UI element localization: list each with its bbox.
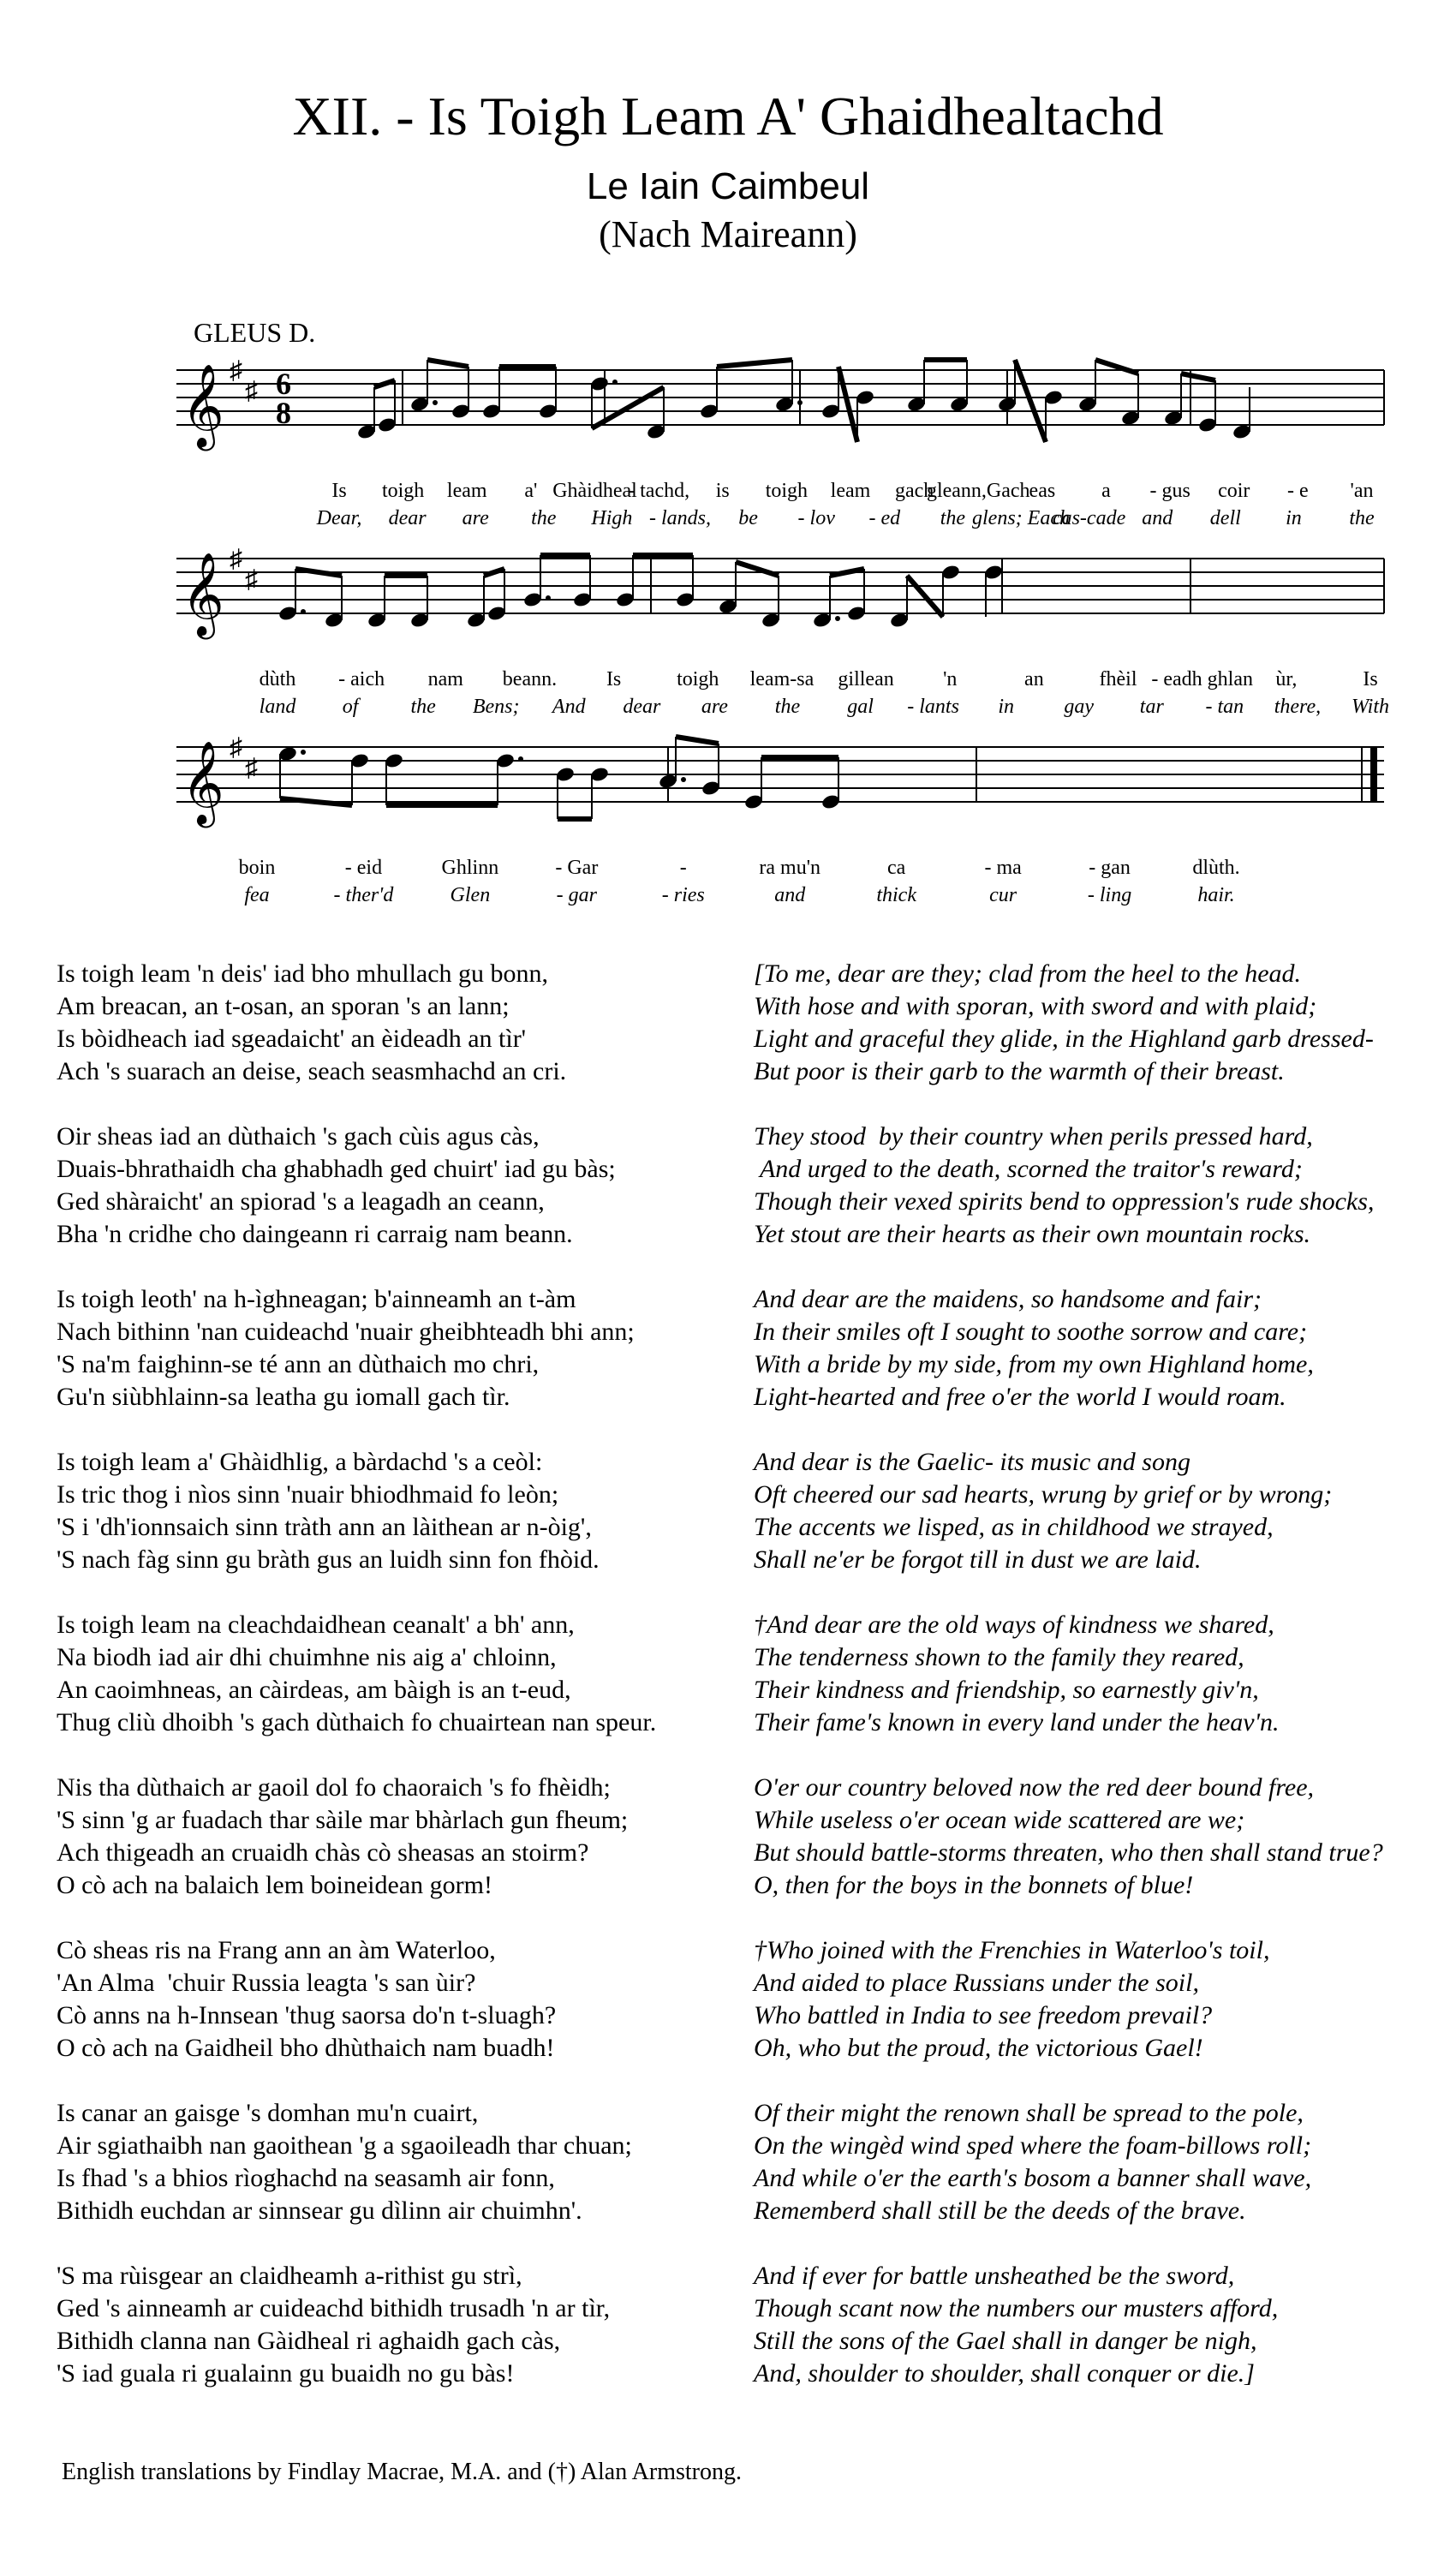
note-dot xyxy=(433,400,438,405)
english-score-lyric: the xyxy=(410,696,436,718)
note-dot xyxy=(301,609,306,614)
gaelic-score-lyric: ca xyxy=(887,857,906,879)
gaelic-score-lyric: an xyxy=(1024,668,1044,690)
verse-line: And dear are the maidens, so handsome and fair; xyxy=(754,1285,1262,1313)
english-score-lyric: - lands, xyxy=(649,507,711,529)
gaelic-score-lyric: - aich xyxy=(338,668,385,690)
gaelic-score-lyric: Is xyxy=(1363,668,1378,690)
verse-line: [To me, dear are they; clad from the heel to the head. xyxy=(754,959,1302,988)
english-score-lyric: are xyxy=(462,507,489,529)
gaelic-score-lyric: gleann,Gach xyxy=(926,480,1030,502)
english-score-lyric: And xyxy=(552,696,586,718)
verse-line: O, then for the boys in the bonnets of blue! xyxy=(754,1871,1194,1899)
final-barline xyxy=(1370,747,1377,802)
english-score-lyric: gal xyxy=(847,696,874,718)
gaelic-score-lyric: Ghlinn xyxy=(441,857,499,879)
verse-line: Ged shàraicht' an spiorad 's a leagadh an ceann, xyxy=(57,1187,545,1216)
gaelic-score-lyric: leam xyxy=(830,480,871,502)
note-beam xyxy=(295,569,342,576)
gaelic-score-lyric: eas xyxy=(1029,480,1056,502)
verse-line: Oh, who but the proud, the victorious Gael! xyxy=(754,2034,1203,2062)
english-stanza xyxy=(754,1121,1374,1251)
gaelic-score-lyric: - gan xyxy=(1089,857,1131,879)
verse-line: Nach bithinn 'nan cuideachd 'nuair gheibhteadh bhi ann; xyxy=(57,1318,635,1346)
time-signature-top: 6 xyxy=(276,367,291,401)
note-dot xyxy=(612,380,618,385)
verse-line: Na biodh iad air dhi chuimhne nis aig a' chloinn, xyxy=(57,1643,557,1671)
gaelic-score-lyric: ra mu'n xyxy=(759,857,821,879)
treble-clef-icon: 𝄞 xyxy=(182,552,224,636)
english-score-lyric: in xyxy=(998,696,1015,718)
gaelic-score-lyric: boin xyxy=(238,857,276,879)
verse-line: Their fame's known in every land under the heav'n. xyxy=(754,1708,1280,1736)
sharp-icon: ♯ xyxy=(245,377,258,405)
english-score-lyric: - ed xyxy=(868,507,901,529)
gaelic-score-lyric: - eadh ghlan xyxy=(1151,668,1254,690)
gaelic-stanza xyxy=(57,1121,616,1251)
gaelic-score-lyric: leam xyxy=(446,480,487,502)
verse-line: Am breacan, an t-osan, an sporan 's an lann; xyxy=(57,992,510,1020)
english-score-lyric: dell xyxy=(1209,507,1241,529)
verse-line: Is toigh leoth' na h-ìghneagan; b'ainneamh an t-àm xyxy=(57,1285,576,1313)
gaelic-stanza xyxy=(57,958,566,1088)
note-dot xyxy=(835,616,840,621)
gaelic-score-lyric: beann. xyxy=(502,668,558,690)
gaelic-stanza xyxy=(57,2097,632,2227)
sharp-icon: ♯ xyxy=(230,356,242,385)
english-score-lyric: dear xyxy=(388,507,427,529)
verse-line: O cò ach na Gaidheil bho dhùthaich nam buadh! xyxy=(57,2034,555,2062)
english-score-lyric: fea xyxy=(244,884,270,906)
verse-line: 'S nach fàg sinn gu bràth gus an luidh sinn fon fhòid. xyxy=(57,1545,600,1574)
english-score-lyric: the xyxy=(940,507,966,529)
note-dot xyxy=(301,750,306,755)
gaelic-score-lyric: leam-sa xyxy=(749,668,815,690)
gaelic-score-lyric: coir xyxy=(1218,480,1250,502)
sharp-icon: ♯ xyxy=(245,754,258,782)
verse-line: Cò sheas ris na Frang ann an àm Waterloo, xyxy=(57,1936,496,1964)
verse-line: Yet stout are their hearts as their own mountain rocks. xyxy=(754,1220,1311,1248)
english-score-lyric: Bens; xyxy=(472,696,520,718)
verse-line: Ach 's suarach an deise, seach seasmhachd an cri. xyxy=(57,1057,567,1085)
verse-line: While useless o'er ocean wide scattered are we; xyxy=(754,1806,1245,1834)
english-stanza xyxy=(754,1283,1314,1414)
verse-line: Their kindness and friendship, so earnestly giv'n, xyxy=(754,1676,1259,1704)
english-score-lyric: gay xyxy=(1064,696,1095,718)
gaelic-score-lyric: is xyxy=(715,480,730,502)
english-score-lyric: the xyxy=(531,507,557,529)
gaelic-score-lyric: gillean xyxy=(838,668,894,690)
gaelic-score-lyric: - eid xyxy=(344,857,383,879)
gaelic-stanza xyxy=(57,2260,610,2390)
english-score-lyric: - lov xyxy=(797,507,835,529)
english-score-lyric: are xyxy=(701,696,728,718)
gaelic-score-lyric: - ma xyxy=(984,857,1022,879)
verse-line: And urged to the death, scorned the traitor's reward; xyxy=(754,1155,1303,1183)
note-dot xyxy=(797,400,803,405)
english-score-lyric: land xyxy=(259,696,296,718)
english-score-lyric: be xyxy=(738,507,758,529)
verse-line: Bithidh euchdan ar sinnsear gu dìlinn air chuimhn'. xyxy=(57,2196,582,2225)
verse-line: The accents we lisped, as in childhood we strayed, xyxy=(754,1513,1274,1541)
english-score-lyric: Glen xyxy=(450,884,491,906)
verse-line: Still the sons of the Gael shall in danger be nigh, xyxy=(754,2327,1257,2355)
note-beam xyxy=(374,380,395,387)
gaelic-score-lyric: nam xyxy=(427,668,463,690)
english-score-lyric: hair. xyxy=(1197,884,1235,906)
note-beam xyxy=(717,360,792,367)
verse-line: Is fhad 's a bhios rìoghachd na seasamh air fonn, xyxy=(57,2164,555,2192)
note-beam xyxy=(1015,360,1046,442)
treble-clef-icon: 𝄞 xyxy=(182,363,224,447)
english-score-lyric: cur xyxy=(989,884,1017,906)
verse-line: Bithidh clanna nan Gàidheal ri aghaidh gach càs, xyxy=(57,2327,561,2355)
gaelic-stanza xyxy=(57,1772,628,1902)
verse-line: 'S ma rùisgear an claidheamh a-rithist gu strì, xyxy=(57,2262,522,2290)
author-status-line: (Nach Maireann) xyxy=(599,213,857,255)
gaelic-score-lyric: Ghàidheal xyxy=(552,480,637,502)
gaelic-score-lyric: - gus xyxy=(1149,480,1190,502)
verse-line: Light and graceful they glide, in the Highland garb dressed- xyxy=(754,1025,1374,1053)
verse-line: Thug cliù dhoibh 's gach dùthaich fo chuairtean nan speur. xyxy=(57,1708,657,1736)
english-score-lyric: - ling xyxy=(1087,884,1132,906)
english-score-lyric: - gar xyxy=(556,884,598,906)
verse-line: †And dear are the old ways of kindness we shared, xyxy=(754,1611,1274,1639)
verse-line: The tenderness shown to the family they reared, xyxy=(754,1643,1244,1671)
verse-line: Is toigh leam na cleachdaidhean ceanalt' a bh' ann, xyxy=(57,1611,575,1639)
note-beam xyxy=(484,569,504,576)
note-beam xyxy=(830,569,864,576)
verse-line: 'S sinn 'g ar fuadach thar sàile mar bhàrlach gun fheum; xyxy=(57,1806,629,1834)
verse-line: Bha 'n cridhe cho daingeann ri carraig nam beann. xyxy=(57,1220,573,1248)
gaelic-score-lyric: a' xyxy=(524,480,538,502)
english-score-lyric: there, xyxy=(1274,696,1322,718)
verse-line: 'S na'm faighinn-se té ann an dùthaich mo chri, xyxy=(57,1350,540,1378)
sharp-icon: ♯ xyxy=(230,733,242,762)
music-score xyxy=(0,343,1456,942)
verse-line: Is canar an gaisge 's domhan mu'n cuairt, xyxy=(57,2099,479,2127)
english-score-lyric: in xyxy=(1286,507,1302,529)
verse-line: †Who joined with the Frenchies in Waterloo's toil, xyxy=(754,1936,1270,1964)
page-title: XII. - Is Toigh Leam A' Ghaidhealtachd xyxy=(292,86,1164,146)
key-signature-label: GLEUS D. xyxy=(194,317,316,348)
english-score-lyric: and xyxy=(774,884,806,906)
verse-line: With hose and with sporan, with sword and with plaid; xyxy=(754,992,1317,1020)
english-score-lyric: of xyxy=(342,696,359,718)
english-stanza xyxy=(754,1446,1332,1576)
verse-line: On the wingèd wind sped where the foam-billows roll; xyxy=(754,2131,1312,2160)
verse-line: Though their vexed spirits bend to oppression's rude shocks, xyxy=(754,1187,1375,1216)
gaelic-score-lyric: dùth xyxy=(259,668,296,690)
time-signature-bottom: 8 xyxy=(276,396,291,430)
verse-line: Shall ne'er be forgot till in dust we are laid. xyxy=(754,1545,1202,1574)
note-dot xyxy=(546,595,551,601)
verse-line: Rememberd shall still be the deeds of the brave. xyxy=(754,2196,1246,2225)
note-dot xyxy=(518,756,523,762)
verse-line: 'An Alma 'chuir Russia leagta 's san ùir? xyxy=(57,1969,476,1997)
gaelic-score-lyric: - tachd, xyxy=(628,480,690,502)
verse-line: Oft cheered our sad hearts, wrung by grief or by wrong; xyxy=(754,1480,1333,1509)
verse-line: 'S i 'dh'ionnsaich sinn tràth ann an làithean ar n-òig', xyxy=(57,1513,592,1541)
note-beam xyxy=(427,360,468,367)
verse-line: Ged 's ainneamh ar cuideachd bithidh trusadh 'n ar tìr, xyxy=(57,2294,611,2322)
score-lyrics xyxy=(239,480,1389,906)
verse-line: With a bride by my side, from my own Highland home, xyxy=(754,1350,1314,1378)
english-score-lyric: the xyxy=(1349,507,1375,529)
english-score-lyric: Dear, xyxy=(316,507,362,529)
gaelic-score-lyric: Is xyxy=(606,668,622,690)
english-score-lyric: High xyxy=(591,507,633,529)
verse-line: O'er our country beloved now the red deer bound free, xyxy=(754,1773,1315,1802)
verse-line: Oir sheas iad an dùthaich 's gach cùis agus càs, xyxy=(57,1122,540,1151)
english-score-lyric: glens; Each xyxy=(972,507,1070,529)
author-line: Le Iain Caimbeul xyxy=(586,165,870,207)
verse-line: O cò ach na balaich lem boineidean gorm! xyxy=(57,1871,492,1899)
note-beam xyxy=(1095,360,1138,374)
gaelic-score-lyric: toigh xyxy=(677,668,719,690)
verse-line: But should battle-storms threaten, who then shall stand true? xyxy=(754,1838,1383,1867)
english-score-lyric: - tan xyxy=(1205,696,1244,718)
verse-line: And, shoulder to shoulder, shall conquer or die.] xyxy=(754,2359,1255,2388)
gaelic-score-lyric: gach xyxy=(894,480,934,502)
note-beam xyxy=(592,387,664,428)
note-beam xyxy=(1181,374,1215,380)
verse-line: An caoimhneas, an càirdeas, am bàigh is an t-eud, xyxy=(57,1676,571,1704)
english-stanza xyxy=(754,2260,1278,2390)
verse-line: 'S iad guala ri gualainn gu buaidh no gu bàs! xyxy=(57,2359,515,2388)
verse-line: Gu'n siùbhlainn-sa leatha gu iomall gach tìr. xyxy=(57,1383,510,1411)
english-score-lyric: the xyxy=(774,696,801,718)
gaelic-score-lyric: - xyxy=(679,857,687,879)
gaelic-score-lyric: ùr, xyxy=(1275,668,1298,690)
gaelic-score-lyric: fhèil xyxy=(1099,668,1137,690)
verse-line: They stood by their country when perils pressed hard, xyxy=(754,1122,1313,1151)
gaelic-score-lyric: dlùth. xyxy=(1192,857,1240,879)
gaelic-stanza xyxy=(57,1446,600,1576)
note-beam xyxy=(736,562,779,576)
english-stanza xyxy=(754,1934,1269,2065)
verse-line: Of their might the renown shall be spread to the pole, xyxy=(754,2099,1304,2127)
gaelic-stanza xyxy=(57,1283,635,1414)
verse-line: Is bòidheach iad sgeadaicht' an èideadh an tìr' xyxy=(57,1025,527,1053)
gaelic-score-lyric: toigh xyxy=(381,480,425,502)
english-stanza xyxy=(754,1772,1383,1902)
verse-line: But poor is their garb to the warmth of their breast. xyxy=(754,1057,1285,1085)
verse-line: Nis tha dùthaich ar gaoil dol fo chaoraich 's fo fhèidh; xyxy=(57,1773,611,1802)
english-stanza xyxy=(754,958,1374,1088)
note-beam xyxy=(280,798,352,805)
verse-line: And dear is the Gaelic- its music and song xyxy=(754,1448,1190,1476)
gaelic-score-lyric: Is xyxy=(331,480,347,502)
english-score-lyric: and xyxy=(1142,507,1173,529)
english-score-lyric: - ther'd xyxy=(333,884,394,906)
verse-line: Though scant now the numbers our musters afford, xyxy=(754,2294,1279,2322)
gaelic-score-lyric: - Gar xyxy=(555,857,599,879)
verse-line: Air sgiathaibh nan gaoithean 'g a sgaoileadh thar chuan; xyxy=(57,2131,632,2160)
verse-line: Who battled in India to see freedom prevail? xyxy=(754,2001,1213,2029)
english-score-lyric: thick xyxy=(876,884,916,906)
gaelic-score-lyric: toigh xyxy=(765,480,809,502)
translation-credits: English translations by Findlay Macrae, M.A. and (†) Alan Armstrong. xyxy=(62,2459,742,2485)
note-beam xyxy=(676,737,719,744)
english-score-lyric: - lants xyxy=(907,696,959,718)
verse-line: And aided to place Russians under the soil, xyxy=(754,1969,1199,1997)
verse-line: Cò anns na h-Innsean 'thug saorsa do'n t-sluagh? xyxy=(57,2001,557,2029)
gaelic-score-lyric: a xyxy=(1101,480,1111,502)
note-beam xyxy=(907,576,943,617)
english-score-lyric: With xyxy=(1351,696,1390,718)
english-score-lyric: cas-cade xyxy=(1052,507,1126,529)
gaelic-stanza xyxy=(57,1609,656,1739)
english-stanza xyxy=(754,1609,1280,1739)
english-score-lyric: - ries xyxy=(661,884,705,906)
english-stanza xyxy=(754,2097,1311,2227)
english-score-lyric: dear xyxy=(623,696,661,718)
verse-line: Ach thigeadh an cruaidh chàs cò sheasas an stoirm? xyxy=(57,1838,589,1867)
gaelic-score-lyric: - e xyxy=(1287,480,1309,502)
verse-line: Is toigh leam 'n deis' iad bho mhullach gu bonn, xyxy=(57,959,549,988)
sharp-icon: ♯ xyxy=(245,565,258,594)
verse-line: Is tric thog i nìos sinn 'nuair bhiodhmaid fo leòn; xyxy=(57,1480,559,1509)
note-beam xyxy=(838,367,857,442)
verse-line: And if ever for battle unsheathed be the sword, xyxy=(754,2262,1235,2290)
sharp-icon: ♯ xyxy=(230,545,242,573)
english-score-lyric: tar xyxy=(1139,696,1164,718)
notes xyxy=(277,360,1252,819)
note-dot xyxy=(681,777,686,782)
gaelic-score-lyric: 'an xyxy=(1350,480,1374,502)
treble-clef-icon: 𝄞 xyxy=(182,740,224,824)
verse-line: In their smiles oft I sought to soothe sorrow and care; xyxy=(754,1318,1308,1346)
gaelic-stanza xyxy=(57,1934,556,2065)
verse-line: And while o'er the earth's bosom a banner shall wave, xyxy=(754,2164,1312,2192)
verse-line: Light-hearted and free o'er the world I would roam. xyxy=(754,1383,1286,1411)
gaelic-score-lyric: 'n xyxy=(943,668,958,690)
verse-line: Is toigh leam a' Ghàidhlig, a bàrdachd 's a ceòl: xyxy=(57,1448,543,1476)
verse-line: Duais-bhrathaidh cha ghabhadh ged chuirt' iad gu bàs; xyxy=(57,1155,616,1183)
